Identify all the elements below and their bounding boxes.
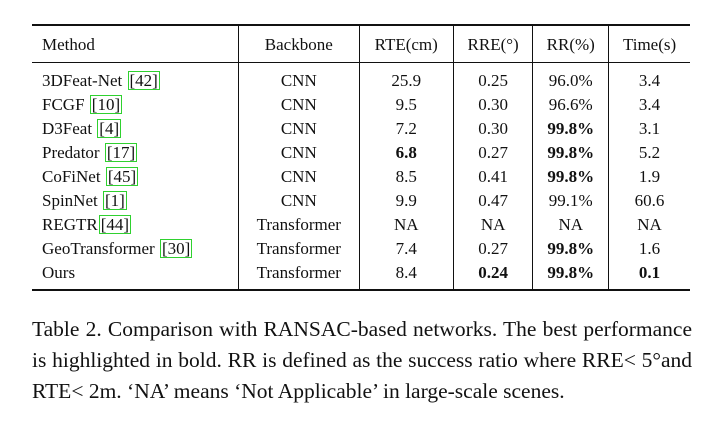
time-cell: 60.6 bbox=[609, 189, 690, 213]
backbone-cell: CNN bbox=[239, 141, 360, 165]
rte-cell: 9.5 bbox=[359, 93, 453, 117]
citation-link[interactable]: [44] bbox=[100, 215, 130, 234]
rr-cell: 99.8% bbox=[533, 165, 609, 189]
rr-cell: 99.1% bbox=[533, 189, 609, 213]
header-time: Time(s) bbox=[609, 25, 690, 63]
rre-cell: 0.41 bbox=[453, 165, 532, 189]
table-row bbox=[32, 165, 690, 189]
rte-cell: 7.2 bbox=[359, 117, 453, 141]
table-row bbox=[32, 63, 690, 94]
method-cell bbox=[32, 63, 239, 94]
citation-link[interactable]: [42] bbox=[129, 71, 158, 90]
method-name: Predator bbox=[42, 143, 104, 162]
method-cell bbox=[32, 117, 239, 141]
rte-cell: 9.9 bbox=[359, 189, 453, 213]
table-row bbox=[32, 237, 690, 261]
rte-cell: 6.8 bbox=[359, 141, 453, 165]
table-row bbox=[32, 141, 690, 165]
table-row bbox=[32, 93, 690, 117]
table-row bbox=[32, 261, 690, 290]
rr-cell: 99.8% bbox=[533, 117, 609, 141]
method-name: SpinNet bbox=[42, 191, 102, 210]
citation-link[interactable]: [1] bbox=[104, 191, 125, 210]
backbone-cell: Transformer bbox=[239, 213, 360, 237]
backbone-cell: CNN bbox=[239, 117, 360, 141]
rre-cell: 0.25 bbox=[453, 63, 532, 94]
table-row bbox=[32, 117, 690, 141]
rre-cell: 0.24 bbox=[453, 261, 532, 290]
rr-cell: 96.6% bbox=[533, 93, 609, 117]
header-backbone: Backbone bbox=[239, 25, 360, 63]
method-name: REGTR bbox=[42, 215, 98, 234]
header-rr: RR(%) bbox=[533, 25, 609, 63]
citation-link[interactable]: [10] bbox=[91, 95, 121, 114]
time-cell: NA bbox=[609, 213, 690, 237]
table-header bbox=[32, 25, 690, 63]
citation-link[interactable]: [30] bbox=[161, 239, 191, 258]
header-method: Method bbox=[42, 35, 95, 54]
rre-cell: 0.47 bbox=[453, 189, 532, 213]
citation-link[interactable]: [4] bbox=[99, 119, 120, 138]
method-cell bbox=[32, 141, 239, 165]
rr-cell: 99.8% bbox=[533, 237, 609, 261]
rre-cell: 0.27 bbox=[453, 141, 532, 165]
rr-cell: 96.0% bbox=[533, 63, 609, 94]
time-cell: 3.4 bbox=[609, 93, 690, 117]
rre-cell: 0.27 bbox=[453, 237, 532, 261]
table-row bbox=[32, 213, 690, 237]
time-cell: 5.2 bbox=[609, 141, 690, 165]
results-table-container bbox=[32, 24, 690, 291]
table-caption: Table 2. Comparison with RANSAC-based networks. The best performance is highlighted in bold. RR is defined as the success ratio where RRE< 5°and RTE< 2m. ‘NA’ means ‘Not Applicable’ in large-scale scenes. bbox=[32, 316, 692, 403]
backbone-cell: CNN bbox=[239, 93, 360, 117]
citation-link[interactable]: [45] bbox=[107, 167, 137, 186]
rr-cell: NA bbox=[533, 213, 609, 237]
backbone-cell: Transformer bbox=[239, 261, 360, 290]
method-name: GeoTransformer bbox=[42, 239, 159, 258]
table-row bbox=[32, 189, 690, 213]
backbone-cell: CNN bbox=[239, 165, 360, 189]
method-cell bbox=[32, 93, 239, 117]
citation-link[interactable]: [17] bbox=[106, 143, 136, 162]
rte-cell: NA bbox=[359, 213, 453, 237]
method-name: CoFiNet bbox=[42, 167, 105, 186]
backbone-cell: Transformer bbox=[239, 237, 360, 261]
header-rre: RRE(°) bbox=[453, 25, 532, 63]
time-cell: 1.6 bbox=[609, 237, 690, 261]
method-cell bbox=[32, 213, 239, 237]
method-cell bbox=[32, 261, 239, 290]
rre-cell: 0.30 bbox=[453, 117, 532, 141]
header-row bbox=[32, 25, 690, 63]
rte-cell: 25.9 bbox=[359, 63, 453, 94]
method-cell bbox=[32, 189, 239, 213]
time-cell: 0.1 bbox=[609, 261, 690, 290]
rr-cell: 99.8% bbox=[533, 261, 609, 290]
rte-cell: 7.4 bbox=[359, 237, 453, 261]
backbone-cell: CNN bbox=[239, 189, 360, 213]
method-name: Ours bbox=[42, 263, 76, 282]
rre-cell: NA bbox=[453, 213, 532, 237]
time-cell: 3.1 bbox=[609, 117, 690, 141]
method-name: FCGF bbox=[42, 95, 89, 114]
backbone-cell: CNN bbox=[239, 63, 360, 94]
results-table bbox=[32, 24, 690, 291]
rte-cell: 8.4 bbox=[359, 261, 453, 290]
table-body bbox=[32, 63, 690, 291]
method-name: 3DFeat-Net bbox=[42, 71, 127, 90]
time-cell: 3.4 bbox=[609, 63, 690, 94]
method-name: D3Feat bbox=[42, 119, 97, 138]
method-cell bbox=[32, 237, 239, 261]
method-cell bbox=[32, 165, 239, 189]
rre-cell: 0.30 bbox=[453, 93, 532, 117]
header-rte: RTE(cm) bbox=[359, 25, 453, 63]
rr-cell: 99.8% bbox=[533, 141, 609, 165]
rte-cell: 8.5 bbox=[359, 165, 453, 189]
time-cell: 1.9 bbox=[609, 165, 690, 189]
